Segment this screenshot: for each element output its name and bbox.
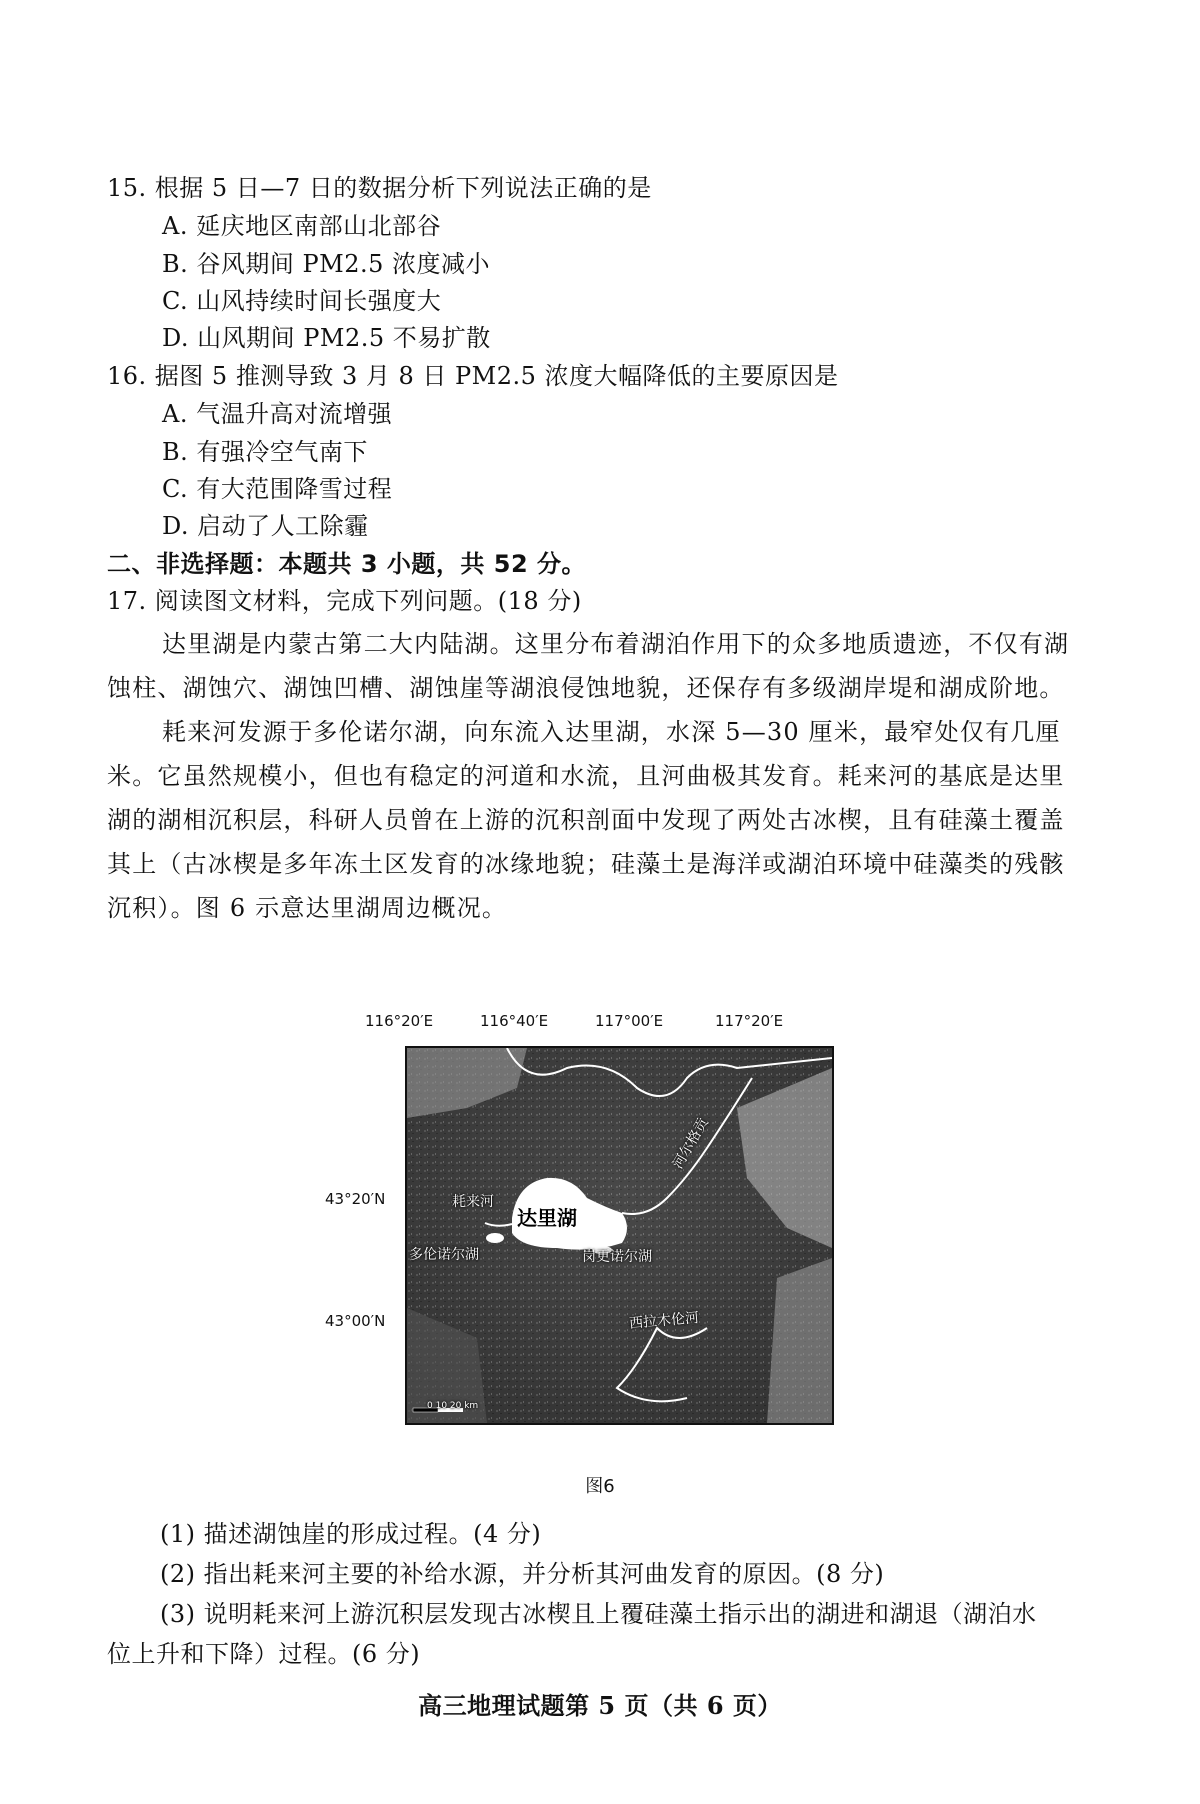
question-17-stem: 17. 阅读图文材料，完成下列问题。(18 分) [107,587,582,615]
lat-label-1: 43°20′N [325,1190,386,1208]
label-dali-lake: 达里湖 [517,1206,577,1230]
lon-label-1: 116°20′E [365,1012,434,1030]
q17-paragraph-1: 达里湖是内蒙古第二大内陆湖。这里分布着湖泊作用下的众多地质遗迹，不仅有湖蚀柱、湖蚀穴、湖蚀凹槽、湖蚀崖等湖浪侵蚀地貌，还保存有多级湖岸堤和湖成阶地。 [107,630,1070,702]
q17-sub-3-line-2: 位上升和下降）过程。(6 分) [107,1640,421,1668]
q16-option-d: D. 启动了人工除霾 [162,512,369,540]
q16-option-c: C. 有大范围降雪过程 [162,475,393,503]
q15-option-b: B. 谷风期间 PM2.5 浓度减小 [162,250,491,278]
lon-label-2: 116°40′E [480,1012,549,1030]
q17-paragraph-2: 耗来河发源于多伦诺尔湖，向东流入达里湖，水深 5—30 厘米，最窄处仅有几厘米。它虽然规模小，但也有稳定的河道和水流，且河曲极其发育。耗来河的基底是达里湖的湖相沉积层，科研人员曾在上游的沉积剖面中发现了两处古冰楔，且有硅藻土覆盖其上（古冰楔是多年冻土区发育的冰缘地貌；硅藻土是海洋或湖泊环境中硅藻类的残骸沉积）。图 6 示意达里湖周边概况。 [107,718,1065,922]
q17-sub-3-line-1: (3) 说明耗来河上游沉积层发现古冰楔且上覆硅藻土指示出的湖进和湖退（湖泊水 [160,1600,1037,1628]
q17-sub-2: (2) 指出耗来河主要的补给水源，并分析其河曲发育的原因。(8 分) [160,1560,885,1588]
label-gangeng-lake: 岗更诺尔湖 [582,1249,652,1265]
page-footer: 高三地理试题第 5 页（共 6 页） [418,1691,782,1720]
q15-option-a: A. 延庆地区南部山北部谷 [162,212,442,240]
label-haolai-river: 耗来河 [452,1194,494,1210]
lat-label-2: 43°00′N [325,1312,386,1330]
label-xilamulun-river: 西拉木伦河 [628,1309,700,1333]
question-16-stem: 16. 据图 5 推测导致 3 月 8 日 PM2.5 浓度大幅降低的主要原因是 [107,362,839,390]
section-2-heading: 二、非选择题：本题共 3 小题，共 52 分。 [107,550,587,578]
figure-6-caption: 图6 [585,1476,615,1497]
label-gongger-river: 河尔格贡 [669,1115,712,1172]
q15-option-d: D. 山风期间 PM2.5 不易扩散 [162,324,491,352]
lon-label-3: 117°00′E [595,1012,664,1030]
scale-label: 0 10 20 km [427,1401,479,1411]
lon-label-4: 117°20′E [715,1012,784,1030]
terrain-image [407,1048,832,1423]
q16-option-b: B. 有强冷空气南下 [162,438,368,466]
map-frame [405,1046,834,1425]
q17-sub-1: (1) 描述湖蚀崖的形成过程。(4 分) [160,1520,542,1548]
label-duolun-lake: 多伦诺尔湖 [409,1247,479,1263]
question-15-stem: 15. 根据 5 日—7 日的数据分析下列说法正确的是 [107,174,652,202]
figure-6-map [325,1010,845,1460]
q15-option-c: C. 山风持续时间长强度大 [162,287,442,315]
q16-option-a: A. 气温升高对流增强 [162,400,393,428]
